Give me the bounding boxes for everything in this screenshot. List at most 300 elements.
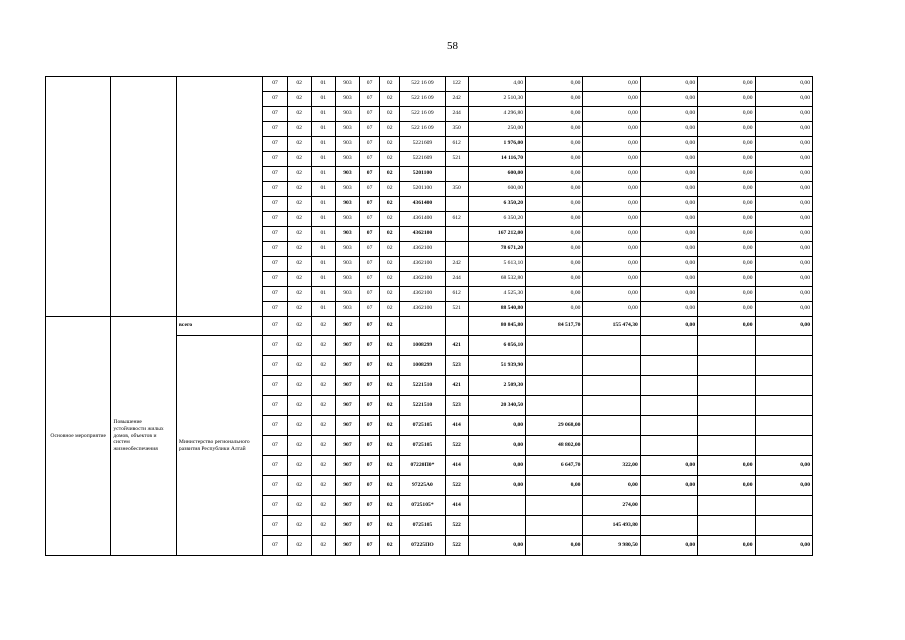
cell: 145 493,80 [583, 516, 640, 536]
cell: 903 [335, 152, 359, 167]
cell: 0,00 [583, 137, 640, 152]
event-name-cell: Повышение устойчивости жилых домов, объектов и систем жизнеобеспечения [111, 317, 176, 556]
cell: 0,00 [698, 287, 755, 302]
cell: 0,00 [526, 137, 583, 152]
cell: 07 [263, 122, 287, 137]
cell: 01 [311, 107, 335, 122]
cell [755, 376, 813, 396]
cell: 0,00 [640, 272, 697, 287]
cell: 4362100 [400, 302, 445, 317]
cell: 0,00 [583, 212, 640, 227]
cell: 80 845,80 [468, 317, 525, 336]
cell: 0,00 [755, 227, 813, 242]
cell: 522 16 09 [400, 107, 445, 122]
cell: 0,00 [640, 77, 697, 92]
cell: 02 [380, 287, 400, 302]
cell: 07 [263, 212, 287, 227]
cell: 0,00 [526, 257, 583, 272]
cell: 07 [360, 302, 380, 317]
cell [583, 336, 640, 356]
cell: 5201100 [400, 167, 445, 182]
cell: 07 [360, 416, 380, 436]
cell [640, 376, 697, 396]
cell: 421 [445, 376, 468, 396]
cell: 07 [263, 197, 287, 212]
cell: 07 [263, 476, 287, 496]
cell: 07 [360, 167, 380, 182]
cell: 522 16 09 [400, 77, 445, 92]
cell: 4362100 [400, 272, 445, 287]
cell [640, 396, 697, 416]
cell [640, 356, 697, 376]
cell: 02 [380, 476, 400, 496]
cell: 907 [335, 336, 359, 356]
cell: 02 [380, 92, 400, 107]
cell: 02 [287, 167, 311, 182]
cell: 0,00 [755, 317, 813, 336]
cell: 0,00 [640, 456, 697, 476]
cell: 0,00 [698, 182, 755, 197]
cell: 0,00 [526, 212, 583, 227]
cell: 07 [263, 92, 287, 107]
cell: 07 [263, 257, 287, 272]
cell: 0,00 [468, 536, 525, 556]
cell: 0,00 [526, 107, 583, 122]
cell: 322,00 [583, 456, 640, 476]
cell: 02 [287, 396, 311, 416]
cell: 01 [311, 212, 335, 227]
cell: 07 [263, 107, 287, 122]
cell: 0725105 [400, 516, 445, 536]
cell [698, 496, 755, 516]
cell: 07 [263, 356, 287, 376]
cell: 02 [380, 396, 400, 416]
cell: 0,00 [640, 227, 697, 242]
cell: 4 296,80 [468, 107, 525, 122]
cell [755, 516, 813, 536]
cell: 522 [445, 536, 468, 556]
cell: 0,00 [755, 257, 813, 272]
block2-body [46, 317, 813, 556]
cell: 907 [335, 456, 359, 476]
cell: 0,00 [698, 152, 755, 167]
cell: 903 [335, 122, 359, 137]
cell [583, 376, 640, 396]
cell: 07 [360, 317, 380, 336]
cell: 78 671,20 [468, 242, 525, 257]
cell: 242 [445, 257, 468, 272]
cell: 4362100 [400, 287, 445, 302]
cell [698, 516, 755, 536]
empty-merged-cell-col-a [46, 77, 111, 317]
cell: 4361400 [400, 212, 445, 227]
cell: 84 517,70 [526, 317, 583, 336]
cell [526, 376, 583, 396]
cell: 02 [311, 317, 335, 336]
cell: 02 [287, 242, 311, 257]
cell [400, 317, 445, 336]
cell [698, 376, 755, 396]
cell: 907 [335, 376, 359, 396]
cell: 903 [335, 92, 359, 107]
cell: 4362100 [400, 242, 445, 257]
cell: 0,00 [640, 167, 697, 182]
cell: 02 [380, 516, 400, 536]
cell: 907 [335, 496, 359, 516]
empty-merged-cell-col-c [176, 77, 263, 317]
cell: 903 [335, 137, 359, 152]
cell: 02 [311, 336, 335, 356]
cell: 02 [380, 167, 400, 182]
cell: 0,00 [698, 317, 755, 336]
cell: 02 [287, 416, 311, 436]
cell: 02 [287, 376, 311, 396]
cell: 02 [287, 356, 311, 376]
cell: 522 16 09 [400, 122, 445, 137]
event-type-cell: Основное мероприятие [46, 317, 111, 556]
cell: 907 [335, 416, 359, 436]
cell [755, 416, 813, 436]
cell [445, 317, 468, 336]
block1-body [46, 77, 813, 317]
cell: 5221510 [400, 376, 445, 396]
cell: 29 068,00 [526, 416, 583, 436]
cell: 02 [380, 182, 400, 197]
cell: 0,00 [526, 182, 583, 197]
cell: 903 [335, 77, 359, 92]
cell: 0,00 [583, 287, 640, 302]
cell: 07 [360, 197, 380, 212]
cell: 907 [335, 436, 359, 456]
cell: 907 [335, 476, 359, 496]
cell: 02 [380, 257, 400, 272]
cell: 0,00 [755, 92, 813, 107]
cell: 02 [380, 496, 400, 516]
cell: 02 [380, 107, 400, 122]
cell: 0,00 [755, 272, 813, 287]
cell [640, 496, 697, 516]
cell: 0,00 [468, 476, 525, 496]
cell: 07 [360, 436, 380, 456]
cell: 14 116,70 [468, 152, 525, 167]
cell: 07 [263, 396, 287, 416]
cell: 02 [380, 152, 400, 167]
cell: 01 [311, 92, 335, 107]
cell [640, 516, 697, 536]
cell: 907 [335, 536, 359, 556]
cell: 0,00 [583, 152, 640, 167]
cell [445, 242, 468, 257]
cell: 5 613,10 [468, 257, 525, 272]
cell: 0725105* [400, 496, 445, 516]
cell: 07220П0* [400, 456, 445, 476]
cell: 02 [380, 212, 400, 227]
cell: 350 [445, 182, 468, 197]
cell [445, 167, 468, 182]
cell: 02 [287, 257, 311, 272]
cell: 02 [311, 356, 335, 376]
cell: 0,00 [698, 77, 755, 92]
cell: 122 [445, 77, 468, 92]
cell: 0,00 [583, 272, 640, 287]
cell: 0,00 [640, 122, 697, 137]
cell: 0,00 [583, 227, 640, 242]
cell: 02 [287, 476, 311, 496]
cell: 0,00 [698, 167, 755, 182]
cell: 02 [287, 122, 311, 137]
cell: 0725105 [400, 436, 445, 456]
cell: 0,00 [583, 257, 640, 272]
cell: 07 [360, 456, 380, 476]
cell: 0,00 [526, 242, 583, 257]
cell: 6 350,20 [468, 212, 525, 227]
cell: 4 525,30 [468, 287, 525, 302]
cell: 02 [311, 456, 335, 476]
cell: 903 [335, 227, 359, 242]
ministry-cell: Министерство регионального развития Республики Алтай [176, 336, 263, 556]
cell [526, 516, 583, 536]
cell: 903 [335, 167, 359, 182]
cell: 421 [445, 336, 468, 356]
cell: 250,00 [468, 122, 525, 137]
cell: 02 [380, 122, 400, 137]
cell: 244 [445, 272, 468, 287]
cell: 07 [360, 476, 380, 496]
cell: 07 [360, 152, 380, 167]
cell [583, 416, 640, 436]
cell: 0,00 [640, 137, 697, 152]
cell: 0,00 [640, 317, 697, 336]
cell: 5221510 [400, 396, 445, 416]
cell: 907 [335, 396, 359, 416]
cell: 0725105 [400, 416, 445, 436]
cell: 0,00 [583, 77, 640, 92]
cell: 01 [311, 302, 335, 317]
cell: 02 [380, 227, 400, 242]
cell: 0,00 [526, 227, 583, 242]
cell: 02 [287, 77, 311, 92]
cell: 274,00 [583, 496, 640, 516]
cell: 02 [287, 152, 311, 167]
cell [698, 416, 755, 436]
page-number: 58 [447, 40, 458, 52]
cell: 0,00 [755, 182, 813, 197]
cell: 0,00 [640, 242, 697, 257]
cell: 903 [335, 107, 359, 122]
cell: 02 [287, 197, 311, 212]
cell: 01 [311, 197, 335, 212]
cell: 0,00 [526, 302, 583, 317]
cell: 0,00 [526, 272, 583, 287]
cell: 07 [360, 107, 380, 122]
cell: 0,00 [583, 107, 640, 122]
cell: 0,00 [640, 92, 697, 107]
cell: 0,00 [640, 182, 697, 197]
cell [445, 197, 468, 212]
cell: 155 474,30 [583, 317, 640, 336]
cell: 07225ПО [400, 536, 445, 556]
cell: 0,00 [640, 107, 697, 122]
cell: 0,00 [755, 476, 813, 496]
cell: 612 [445, 137, 468, 152]
cell: 07 [263, 287, 287, 302]
cell: 0,00 [468, 416, 525, 436]
cell: 600,00 [468, 182, 525, 197]
cell: 0,00 [755, 167, 813, 182]
cell: 167 212,00 [468, 227, 525, 242]
cell: 07 [360, 92, 380, 107]
cell: 02 [287, 536, 311, 556]
cell: 20 340,50 [468, 396, 525, 416]
cell: 0,00 [698, 272, 755, 287]
cell: 523 [445, 356, 468, 376]
cell: 02 [287, 227, 311, 242]
cell: 07 [263, 317, 287, 336]
cell: 01 [311, 152, 335, 167]
cell: 903 [335, 242, 359, 257]
cell: 0,00 [698, 302, 755, 317]
cell: 0,00 [755, 122, 813, 137]
cell: 0,00 [526, 197, 583, 212]
cell: 0,00 [698, 122, 755, 137]
cell: 0,00 [698, 197, 755, 212]
cell: 0,00 [583, 122, 640, 137]
cell: 07 [360, 496, 380, 516]
cell [526, 356, 583, 376]
cell [468, 516, 525, 536]
cell: 0,00 [698, 227, 755, 242]
cell: 903 [335, 182, 359, 197]
cell: 5221609 [400, 137, 445, 152]
cell: 0,00 [526, 536, 583, 556]
cell: 07 [263, 227, 287, 242]
cell: 0,00 [583, 167, 640, 182]
cell: 01 [311, 272, 335, 287]
cell: 0,00 [698, 456, 755, 476]
cell: 903 [335, 197, 359, 212]
cell: 907 [335, 516, 359, 536]
cell [526, 336, 583, 356]
cell: 02 [287, 302, 311, 317]
cell: 02 [311, 496, 335, 516]
cell: 07 [360, 272, 380, 287]
cell: 07 [263, 302, 287, 317]
cell: 612 [445, 287, 468, 302]
cell: 0,00 [755, 107, 813, 122]
cell: 0,00 [640, 212, 697, 227]
cell: 07 [263, 376, 287, 396]
cell: 02 [380, 356, 400, 376]
cell: 02 [287, 137, 311, 152]
cell: 0,00 [755, 536, 813, 556]
cell: 0,00 [583, 242, 640, 257]
cell: 01 [311, 167, 335, 182]
cell: 07 [263, 152, 287, 167]
cell: 02 [287, 496, 311, 516]
cell: 01 [311, 122, 335, 137]
cell: 07 [360, 257, 380, 272]
cell: 0,00 [640, 302, 697, 317]
cell [755, 356, 813, 376]
cell: 903 [335, 272, 359, 287]
cell: 07 [263, 456, 287, 476]
cell: 0,00 [698, 242, 755, 257]
total-label: всего [176, 317, 263, 336]
cell: 07 [263, 496, 287, 516]
cell: 02 [380, 242, 400, 257]
cell: 2 509,30 [468, 376, 525, 396]
cell: 521 [445, 302, 468, 317]
cell: 0,00 [698, 212, 755, 227]
cell: 01 [311, 182, 335, 197]
cell: 02 [380, 272, 400, 287]
cell: 0,00 [755, 287, 813, 302]
cell [445, 227, 468, 242]
cell: 5201100 [400, 182, 445, 197]
cell: 07 [263, 167, 287, 182]
cell: 1 976,00 [468, 137, 525, 152]
cell: 6 056,10 [468, 336, 525, 356]
cell: 522 [445, 436, 468, 456]
cell: 02 [287, 107, 311, 122]
cell [698, 436, 755, 456]
cell: 612 [445, 212, 468, 227]
cell: 07 [263, 182, 287, 197]
cell: 02 [311, 476, 335, 496]
cell: 01 [311, 257, 335, 272]
cell: 0,00 [698, 107, 755, 122]
cell: 903 [335, 212, 359, 227]
cell: 0,00 [640, 536, 697, 556]
cell: 07 [263, 436, 287, 456]
cell: 07 [263, 272, 287, 287]
cell: 01 [311, 287, 335, 302]
cell: 0,00 [640, 476, 697, 496]
cell: 522 16 09 [400, 92, 445, 107]
cell: 07 [360, 242, 380, 257]
cell: 4362100 [400, 257, 445, 272]
cell: 07 [360, 137, 380, 152]
cell: 02 [287, 272, 311, 287]
cell: 1008299 [400, 356, 445, 376]
cell: 07 [360, 77, 380, 92]
cell: 02 [380, 536, 400, 556]
cell: 07 [263, 516, 287, 536]
cell [698, 336, 755, 356]
cell: 0,00 [526, 77, 583, 92]
cell: 48 802,00 [526, 436, 583, 456]
cell: 0,00 [698, 92, 755, 107]
cell [526, 396, 583, 416]
cell: 0,00 [526, 476, 583, 496]
cell [583, 356, 640, 376]
cell: 521 [445, 152, 468, 167]
cell: 07 [360, 122, 380, 137]
cell: 02 [287, 436, 311, 456]
cell: 01 [311, 227, 335, 242]
cell: 02 [287, 92, 311, 107]
cell: 0,00 [755, 302, 813, 317]
cell: 0,00 [640, 152, 697, 167]
cell: 07 [263, 242, 287, 257]
cell [698, 396, 755, 416]
cell: 02 [311, 536, 335, 556]
cell: 07 [360, 396, 380, 416]
cell: 02 [380, 436, 400, 456]
cell: 02 [380, 336, 400, 356]
cell: 903 [335, 257, 359, 272]
cell: 02 [311, 516, 335, 536]
